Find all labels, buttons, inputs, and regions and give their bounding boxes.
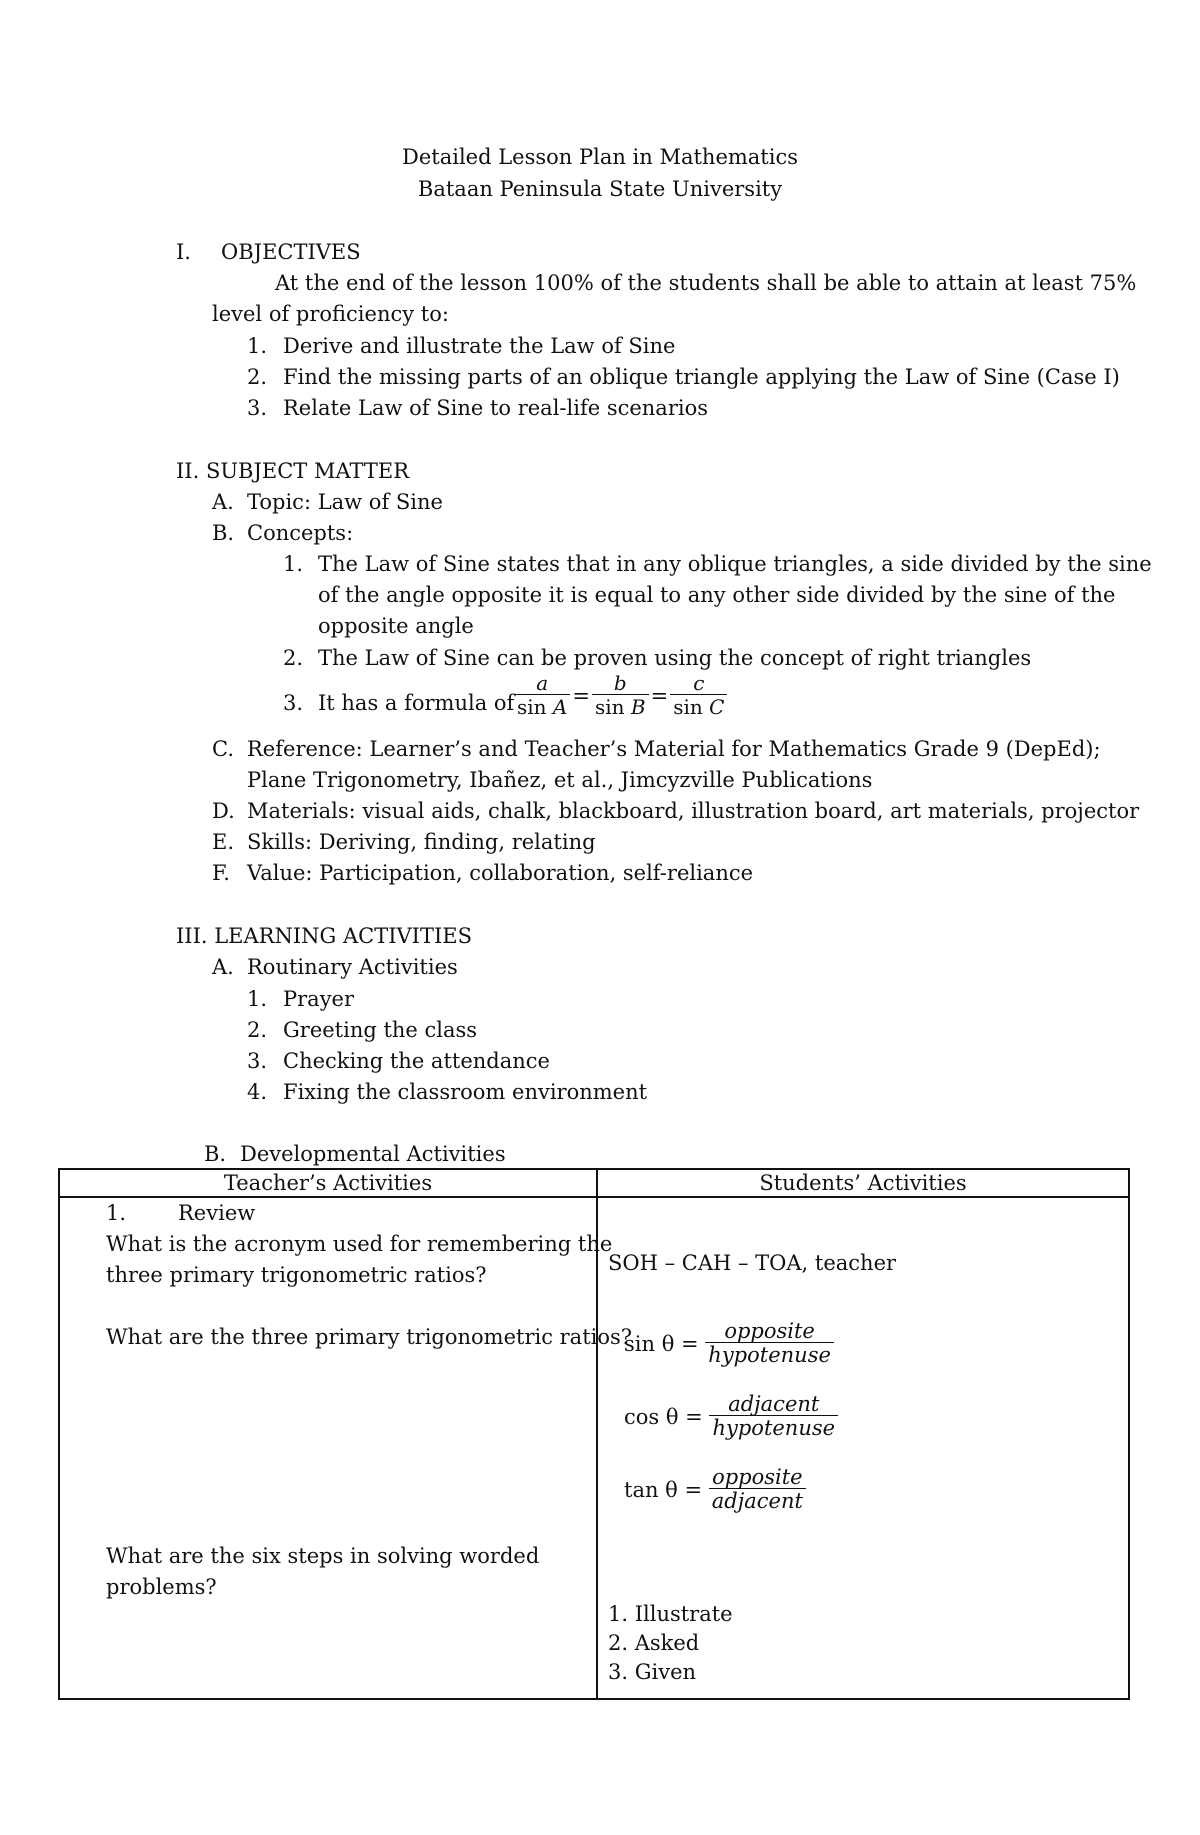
routine-item: Fixing the classroom environment: [283, 1080, 648, 1104]
concept-line: It has a formula of: [318, 691, 515, 715]
concept-line: The Law of Sine can be proven using the concept of right triangles: [318, 646, 1032, 670]
concepts-label: Concepts:: [247, 521, 354, 545]
list-letter: F.: [212, 861, 230, 885]
routinary-label: Routinary Activities: [247, 955, 458, 979]
teacher-question: problems?: [106, 1575, 217, 1599]
tangent-fraction: [709, 1466, 806, 1513]
numerator: c: [693, 671, 705, 695]
list-letter: A.: [212, 490, 234, 514]
denominator: hypotenuse: [705, 1342, 834, 1367]
activities-table: [58, 1168, 1130, 1700]
denominator: sin C: [670, 694, 727, 719]
table-row: [59, 1197, 1129, 1699]
concept-number: 3.: [283, 691, 304, 715]
teacher-question: three primary trigonometric ratios?: [106, 1263, 487, 1287]
teacher-question: What are the six steps in solving worded: [106, 1544, 540, 1568]
denominator: adjacent: [709, 1488, 806, 1513]
section-numeral-objectives: I.: [176, 240, 191, 264]
cosine-label: cos θ =: [624, 1404, 703, 1429]
denominator: sin A: [514, 694, 570, 719]
teacher-question: What is the acronym used for remembering the: [106, 1232, 613, 1256]
denominator: hypotenuse: [709, 1415, 838, 1440]
fraction-a: [514, 672, 570, 719]
teacher-question: What are the three primary trigonometric ratios?: [106, 1325, 633, 1349]
list-letter: D.: [212, 799, 235, 823]
concept-number: 2.: [283, 646, 304, 670]
student-activities-cell: [597, 1197, 1129, 1699]
document-title: Detailed Lesson Plan in Mathematics: [402, 145, 798, 169]
student-answer: SOH – CAH – TOA, teacher: [608, 1251, 897, 1275]
list-letter: B.: [204, 1142, 227, 1166]
column-header-students: Students’ Activities: [597, 1169, 1129, 1197]
objective-number: 3.: [247, 396, 268, 420]
sine-label: sin θ =: [624, 1331, 699, 1356]
angle-b: B: [630, 695, 646, 719]
angle-c: C: [709, 695, 725, 719]
sine-fraction: [705, 1320, 834, 1367]
list-letter: A.: [212, 955, 234, 979]
objective-item: Find the missing parts of an oblique triangle applying the Law of Sine (Case I): [283, 365, 1120, 389]
reference-line1: Reference: Learner’s and Teacher’s Material for Mathematics Grade 9 (DepEd);: [247, 737, 1101, 761]
cosine-ratio: [624, 1393, 838, 1440]
fraction-b: [592, 672, 649, 719]
concept-number: 1.: [283, 552, 304, 576]
numerator: a: [536, 671, 549, 695]
law-of-sine-formula: [514, 672, 727, 719]
objective-item: Relate Law of Sine to real-life scenarios: [283, 396, 709, 420]
cosine-fraction: [709, 1393, 838, 1440]
tangent-ratio: [624, 1466, 806, 1513]
developmental-label: Developmental Activities: [240, 1142, 506, 1166]
tangent-label: tan θ =: [624, 1477, 703, 1502]
section-heading-learning-activities: III. LEARNING ACTIVITIES: [176, 924, 472, 948]
routine-number: 3.: [247, 1049, 268, 1073]
value-line: Value: Participation, collaboration, self-reliance: [247, 861, 754, 885]
routine-number: 4.: [247, 1080, 268, 1104]
step-item: 2. Asked: [608, 1631, 700, 1655]
objectives-intro-line2: level of proficiency to:: [212, 302, 449, 326]
table-header-row: [59, 1169, 1129, 1197]
document-subtitle: Bataan Peninsula State University: [417, 177, 783, 201]
review-number: 1.: [106, 1201, 127, 1225]
reference-line2: Plane Trigonometry, Ibañez, et al., Jimcyzville Publications: [247, 768, 873, 792]
objectives-intro-line1: At the end of the lesson 100% of the students shall be able to attain at least 75%: [275, 271, 1137, 295]
step-item: 3. Given: [608, 1660, 697, 1684]
list-letter: E.: [212, 830, 235, 854]
skills-line: Skills: Deriving, finding, relating: [247, 830, 596, 854]
numerator: opposite: [712, 1465, 803, 1489]
objective-number: 1.: [247, 334, 268, 358]
review-label: Review: [178, 1201, 256, 1225]
routine-item: Greeting the class: [283, 1018, 478, 1042]
concept-line: opposite angle: [318, 614, 474, 638]
teacher-activities-cell: [59, 1197, 633, 1699]
list-letter: C.: [212, 737, 234, 761]
routine-number: 2.: [247, 1018, 268, 1042]
column-header-teacher: Teacher’s Activities: [59, 1169, 597, 1197]
equals-sign: =: [572, 683, 590, 708]
routine-item: Checking the attendance: [283, 1049, 550, 1073]
numerator: b: [613, 671, 627, 695]
denominator: sin B: [592, 694, 649, 719]
equals-sign: =: [650, 683, 669, 708]
section-heading-objectives: OBJECTIVES: [221, 240, 361, 264]
routine-item: Prayer: [283, 987, 355, 1011]
numerator: opposite: [724, 1319, 815, 1343]
step-item: 1. Illustrate: [608, 1602, 733, 1626]
section-heading-subject-matter: II. SUBJECT MATTER: [176, 459, 410, 483]
objective-item: Derive and illustrate the Law of Sine: [283, 334, 676, 358]
materials-line: Materials: visual aids, chalk, blackboard, illustration board, art materials, projector: [247, 799, 1140, 823]
routine-number: 1.: [247, 987, 268, 1011]
fraction-c: [670, 672, 727, 719]
angle-a: A: [552, 695, 568, 719]
sine-ratio: [624, 1320, 834, 1367]
list-letter: B.: [212, 521, 235, 545]
numerator: adjacent: [728, 1392, 820, 1416]
concept-line: of the angle opposite it is equal to any other side divided by the sine of the: [318, 583, 1116, 607]
topic-line: Topic: Law of Sine: [247, 490, 443, 514]
objective-number: 2.: [247, 365, 268, 389]
concept-line: The Law of Sine states that in any oblique triangles, a side divided by the sine: [318, 552, 1152, 576]
